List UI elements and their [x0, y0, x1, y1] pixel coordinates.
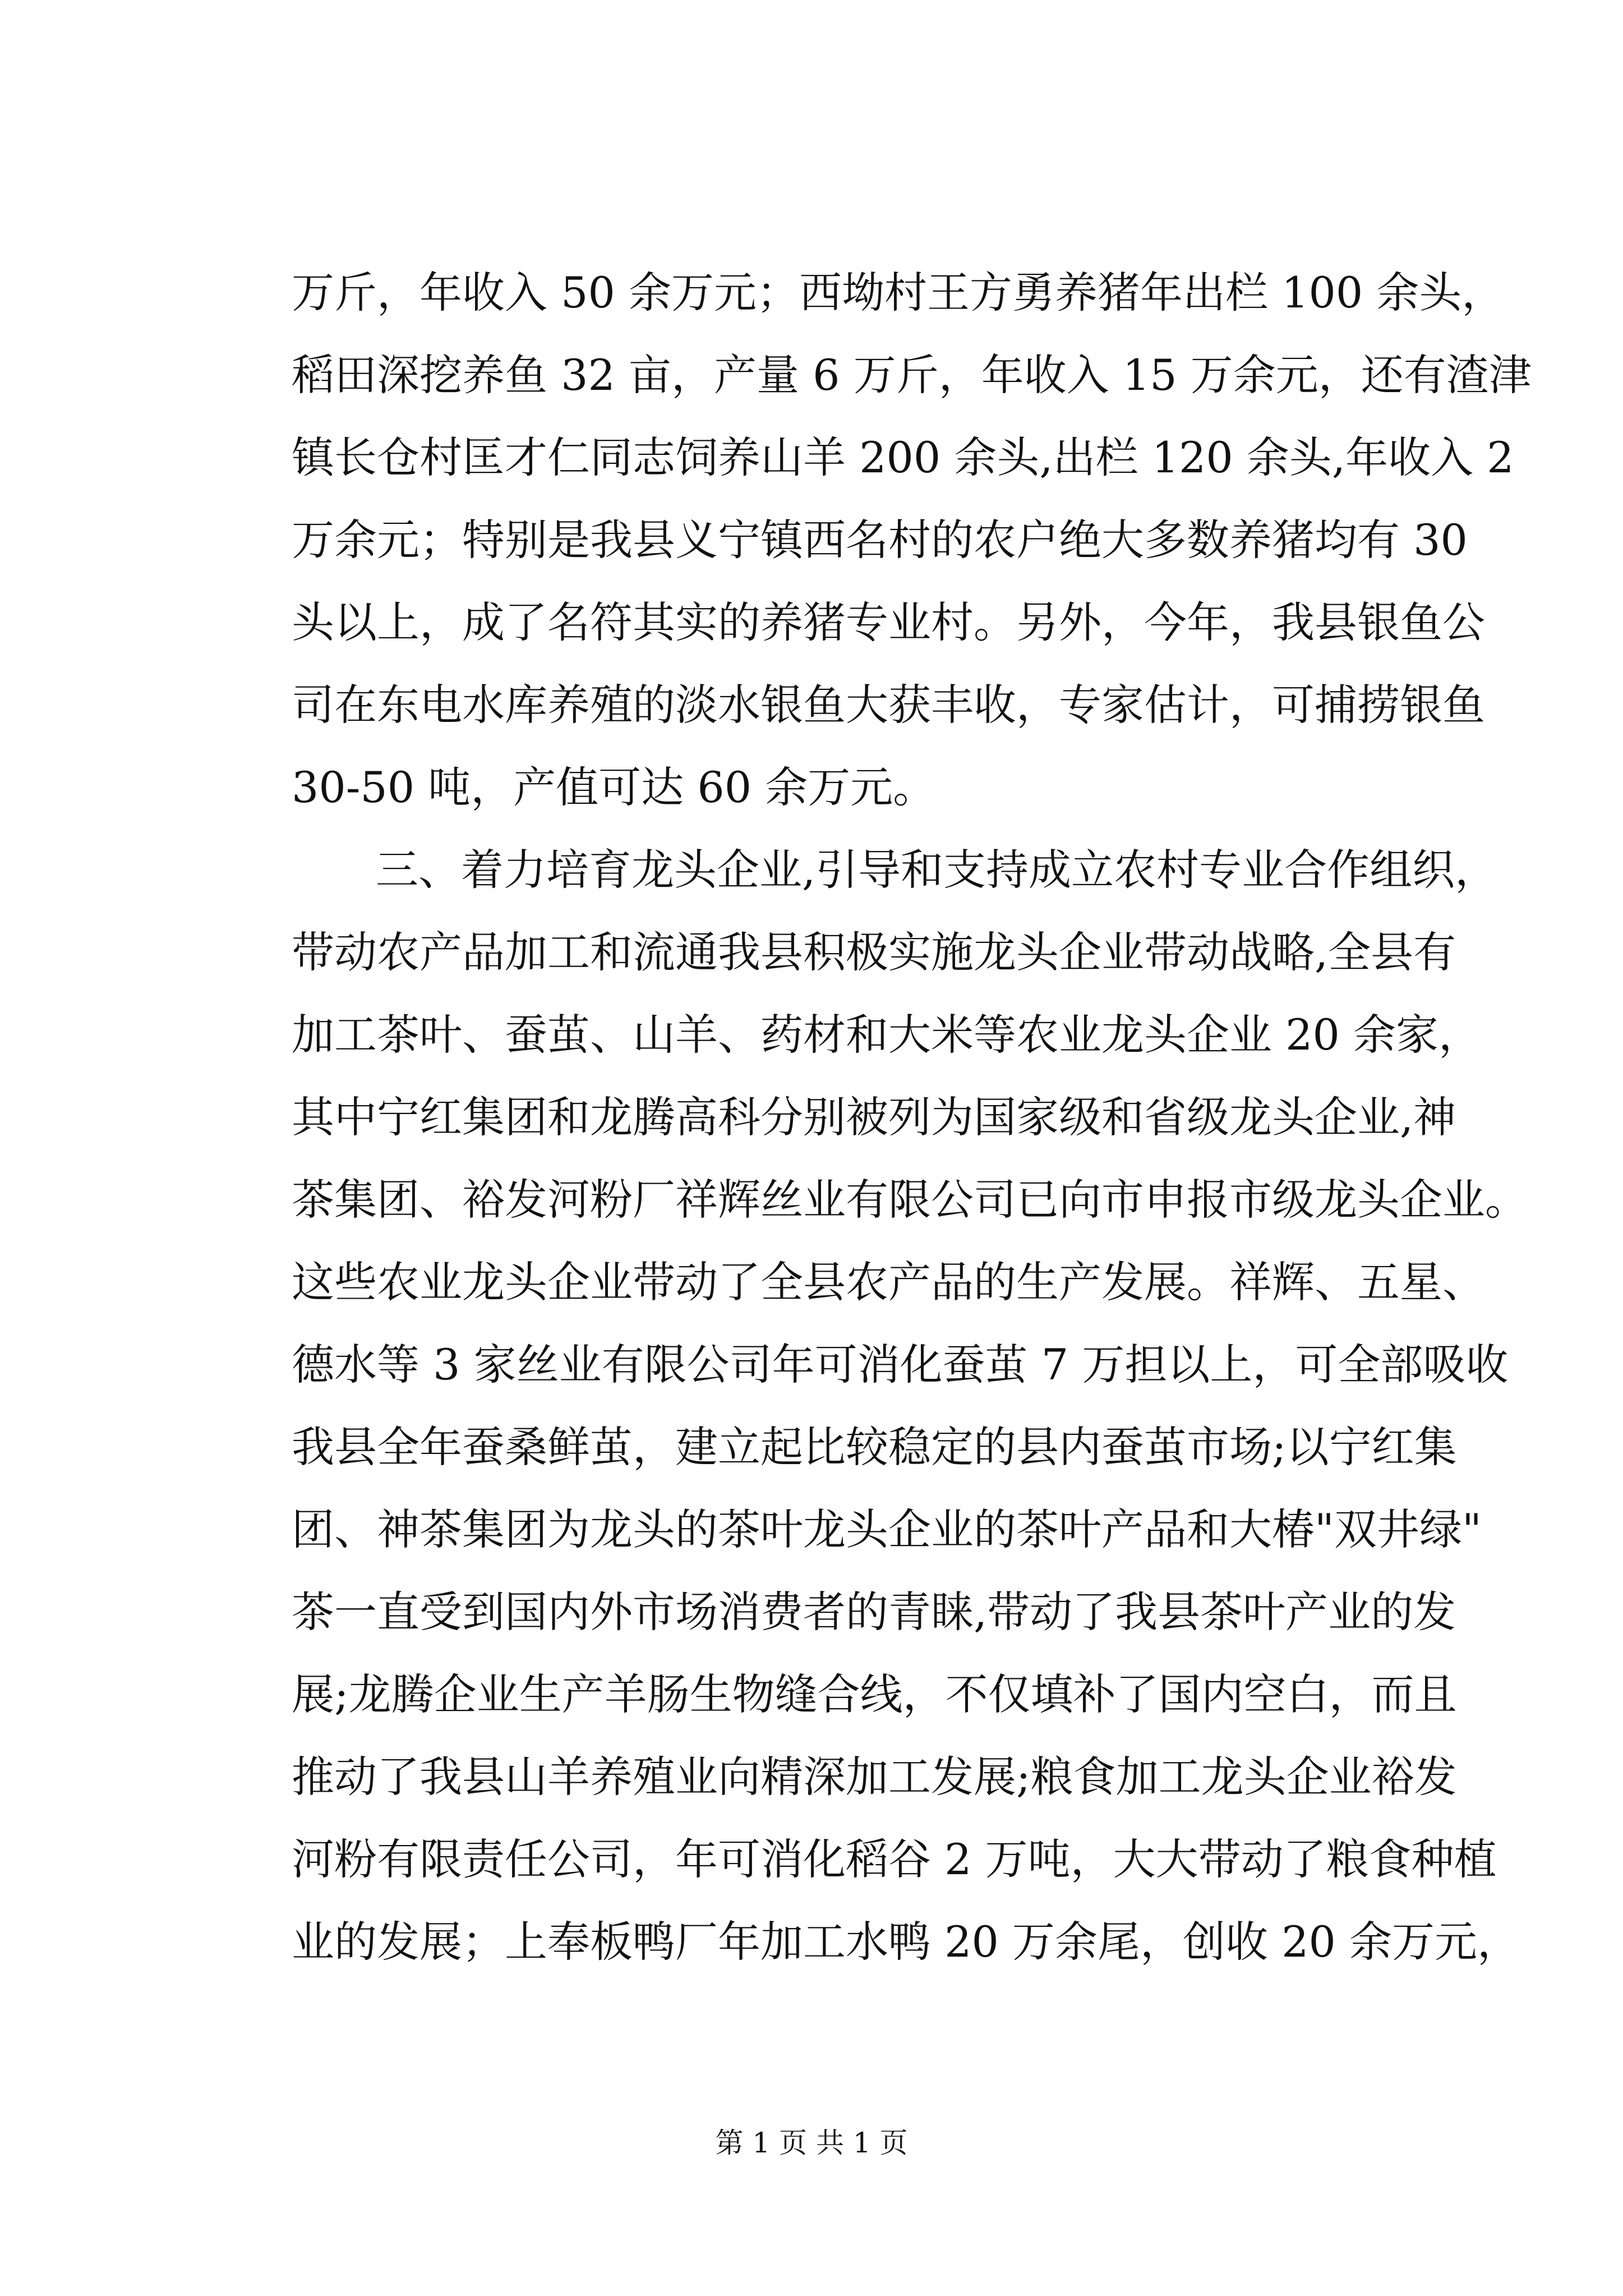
- text-line: 团、神茶集团为龙头的茶叶龙头企业的茶叶产品和大椿"双井绿": [292, 1504, 1482, 1554]
- text-line: 其中宁红集团和龙腾高科分别被列为国家级和省级龙头企业,神: [292, 1092, 1456, 1142]
- text-line: 茶一直受到国内外市场消费者的青睐,带动了我县茶叶产业的发: [292, 1587, 1456, 1637]
- text-line: 加工茶叶、蚕茧、山羊、药材和大米等农业龙头企业 20 余家，: [292, 1010, 1482, 1060]
- text-line: 带动农产品加工和流通我县积极实施龙头企业带动战略,全县有: [292, 927, 1456, 977]
- text-line: 稻田深挖养鱼 32 亩，产量 6 万斤，年收入 15 万余元，还有渣津: [292, 350, 1532, 400]
- text-line: 万斤，年收入 50 余万元；西坳村王方勇养猪年出栏 100 余头，: [292, 268, 1505, 318]
- text-line: 我县全年蚕桑鲜茧，建立起比较稳定的县内蚕茧市场;以宁红集: [292, 1422, 1457, 1472]
- body-text: [292, 251, 1532, 1983]
- text-line: 推动了我县山羊养殖业向精深加工发展;粮食加工龙头企业裕发: [292, 1752, 1457, 1802]
- text-line: 业的发展；上奉板鸭厂年加工水鸭 20 万余尾，创收 20 余万元，: [292, 1917, 1520, 1967]
- page-number-label: 第 1 页 共 1 页: [715, 2127, 908, 2159]
- text-line: 万余元；特别是我县义宁镇西名村的农户绝大多数养猪均有 30: [292, 515, 1468, 565]
- text-line: 这些农业龙头企业带动了全县农产品的生产发展。祥辉、五星、: [292, 1257, 1485, 1307]
- text-line: 河粉有限责任公司，年可消化稻谷 2 万吨，大大带动了粮食种植: [292, 1834, 1497, 1884]
- text-line: 头以上，成了名符其实的养猪专业村。另外，今年，我县银鱼公: [292, 597, 1485, 647]
- text-line: 镇长仓村匡才仁同志饲养山羊 200 余头,出栏 120 余头,年收入 2: [292, 432, 1514, 482]
- text-line: 茶集团、裕发河粉厂祥辉丝业有限公司已向市申报市级龙头企业。: [292, 1175, 1528, 1225]
- section-heading-line: 三、着力培育龙头企业,引导和支持成立农村专业合作组织，: [376, 845, 1498, 895]
- text-line: 展;龙腾企业生产羊肠生物缝合线，不仅填补了国内空白，而且: [292, 1669, 1457, 1719]
- page-footer: [0, 2126, 1623, 2160]
- text-line: 德水等 3 家丝业有限公司年可消化蚕茧 7 万担以上，可全部吸收: [292, 1340, 1509, 1389]
- text-line: 司在东电水库养殖的淡水银鱼大获丰收，专家估计，可捕捞银鱼: [292, 680, 1485, 730]
- text-line: 30-50 吨，产值可达 60 余万元。: [292, 762, 936, 812]
